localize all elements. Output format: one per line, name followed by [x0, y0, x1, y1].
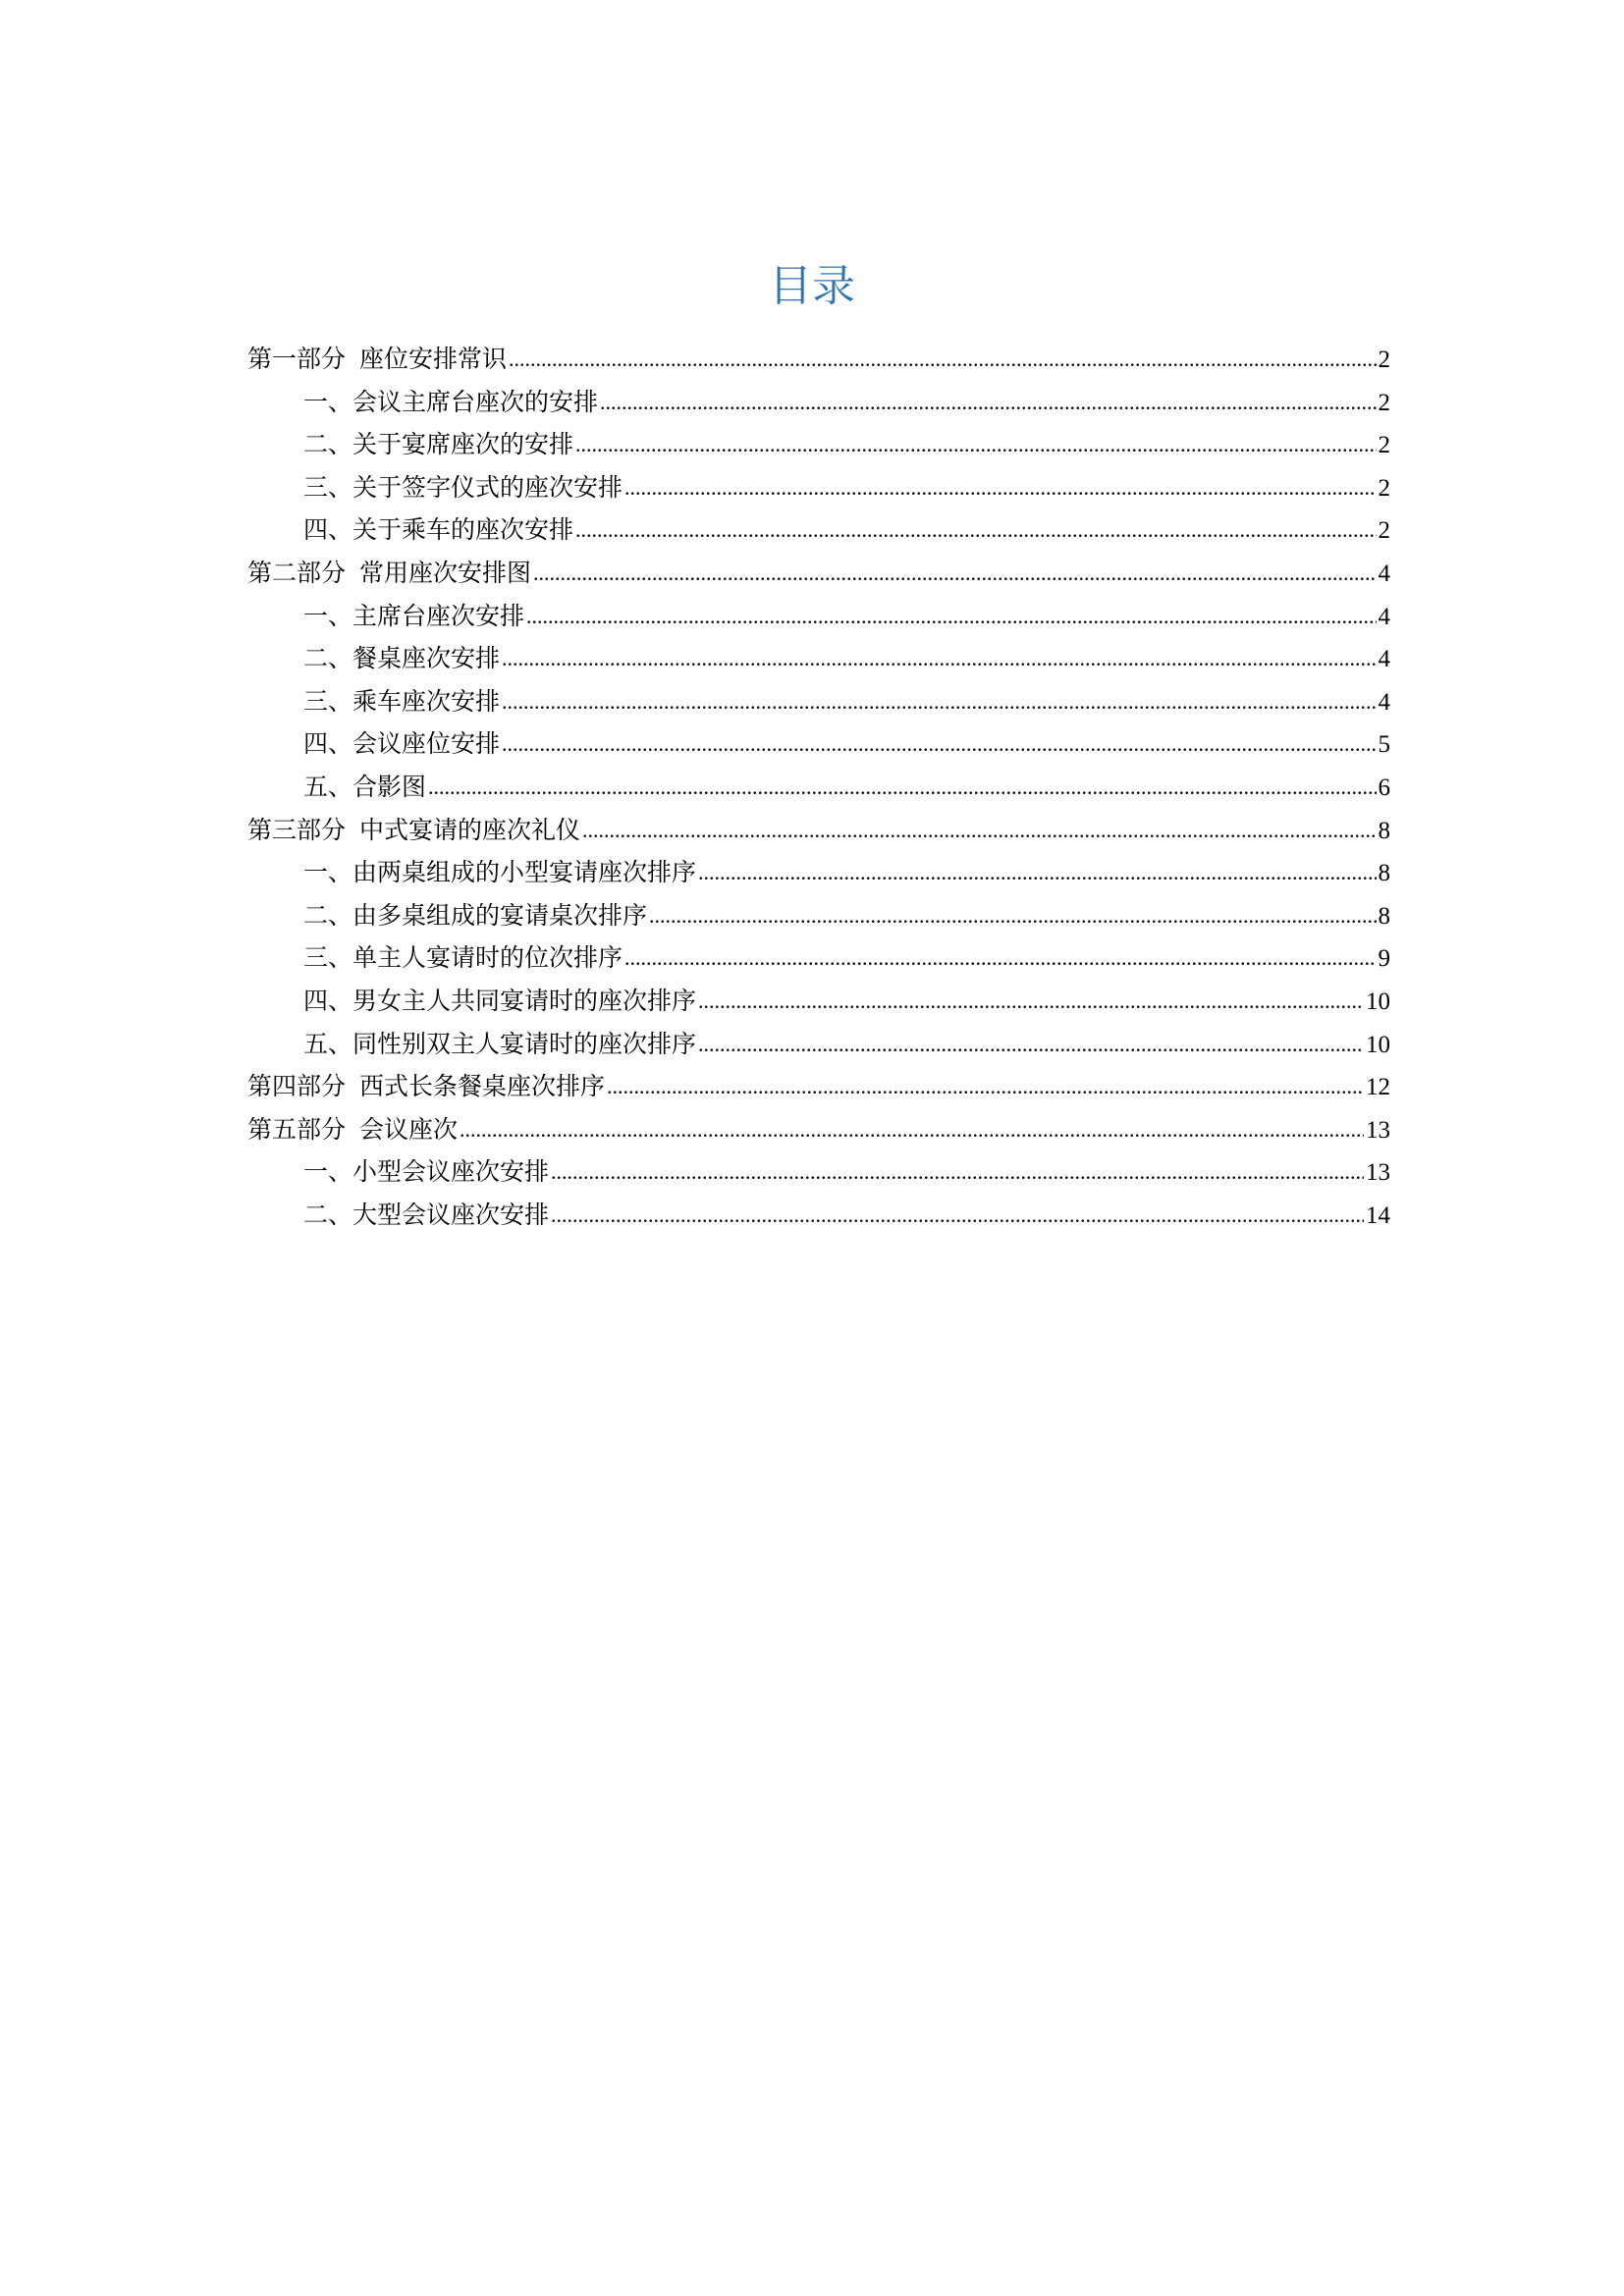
- toc-entry-text: 三、单主人宴请时的位次排序: [303, 943, 623, 973]
- toc-page-number: 6: [1378, 774, 1390, 801]
- toc-entry-label: [247, 552, 531, 595]
- toc-leader-dots: [575, 423, 1376, 466]
- toc-entry[interactable]: [247, 595, 1390, 638]
- toc-entry-label: [303, 466, 623, 509]
- toc-leader-dots: [698, 1023, 1364, 1066]
- toc-page-number: 4: [1378, 688, 1390, 716]
- toc-leader-dots: [551, 1150, 1364, 1194]
- toc-leader-dots: [698, 980, 1364, 1023]
- toc-leader-dots: [509, 338, 1376, 381]
- toc-entry-text: 五、合影图: [303, 772, 427, 801]
- toc-page-number: 8: [1378, 860, 1390, 887]
- toc-entry-text: 中式宴请的座次礼仪: [359, 815, 581, 844]
- toc-entry-text: 二、餐桌座次安排: [303, 644, 501, 673]
- toc-leader-dots: [698, 851, 1376, 894]
- toc-entry[interactable]: [247, 680, 1390, 723]
- toc-page-number: 5: [1378, 731, 1390, 759]
- toc-entry[interactable]: [247, 508, 1390, 552]
- toc-entry-label: [303, 680, 500, 723]
- toc-leader-dots: [502, 722, 1376, 766]
- toc-page-number: 4: [1378, 603, 1390, 630]
- toc-entry-text: 一、小型会议座次安排: [303, 1157, 550, 1187]
- toc-entry-text: 座位安排常识: [359, 345, 508, 373]
- toc-entry-label: [303, 381, 598, 424]
- toc-entry-label: [303, 894, 647, 937]
- toc-page-number: 10: [1366, 1031, 1390, 1058]
- toc-entry[interactable]: [247, 1023, 1390, 1066]
- toc-page-number: 8: [1378, 902, 1390, 930]
- toc-part-number: 第五部分: [247, 1114, 347, 1144]
- toc-entry[interactable]: [247, 980, 1390, 1023]
- toc-entry-label: [247, 809, 580, 852]
- toc-entry-text: 二、大型会议座次安排: [303, 1200, 550, 1229]
- toc-entry[interactable]: [247, 1108, 1390, 1151]
- toc-leader-dots: [624, 466, 1376, 509]
- toc-leader-dots: [649, 894, 1376, 937]
- page-title: 目录: [769, 261, 855, 311]
- toc-part-number: 第二部分: [247, 558, 347, 587]
- toc-entry[interactable]: [247, 809, 1390, 852]
- toc-entry[interactable]: [247, 722, 1390, 766]
- toc-entry-text: 五、同性别双主人宴请时的座次排序: [303, 1029, 697, 1058]
- toc-entry[interactable]: [247, 1150, 1390, 1194]
- toc-page-number: 2: [1378, 517, 1390, 545]
- toc-page-number: 4: [1378, 560, 1390, 587]
- toc-page-number: 2: [1378, 389, 1390, 416]
- toc-leader-dots: [551, 1194, 1364, 1237]
- toc-entry-label: [247, 1065, 605, 1108]
- toc-page-number: 2: [1378, 347, 1390, 373]
- toc-entry-label: [303, 851, 696, 894]
- toc-entry-label: [303, 423, 573, 466]
- toc-entry-label: [303, 722, 500, 766]
- toc-entry[interactable]: [247, 466, 1390, 509]
- toc-entry-text: 会议座次: [359, 1114, 459, 1144]
- toc-entry-label: [247, 1108, 458, 1151]
- toc-leader-dots: [575, 508, 1376, 552]
- toc-page-number: 14: [1366, 1201, 1390, 1229]
- toc-part-number: 第一部分: [247, 345, 347, 373]
- toc-entry[interactable]: [247, 637, 1390, 680]
- toc-leader-dots: [582, 809, 1376, 852]
- toc-leader-dots: [502, 680, 1376, 723]
- toc-entry[interactable]: [247, 766, 1390, 809]
- toc-page-number: 8: [1378, 817, 1390, 844]
- toc-entry-label: [303, 637, 500, 680]
- toc-leader-dots: [526, 595, 1376, 638]
- toc-part-number: 第三部分: [247, 815, 347, 844]
- toc-leader-dots: [502, 637, 1376, 680]
- toc-entry-text: 四、男女主人共同宴请时的座次排序: [303, 986, 697, 1015]
- toc-leader-dots: [460, 1108, 1364, 1151]
- toc-entry-label: [303, 1023, 696, 1066]
- toc-page-number: 13: [1366, 1116, 1390, 1144]
- toc-entry-label: [303, 1194, 549, 1237]
- toc-entry-label: [303, 766, 426, 809]
- toc-entry-text: 二、关于宴席座次的安排: [303, 430, 574, 459]
- toc-entry-text: 二、由多桌组成的宴请桌次排序: [303, 900, 648, 930]
- toc-entry[interactable]: [247, 423, 1390, 466]
- toc-entry-text: 一、会议主席台座次的安排: [303, 387, 599, 416]
- toc-entry[interactable]: [247, 851, 1390, 894]
- toc-entry-label: [247, 338, 507, 381]
- toc-entry-label: [303, 508, 573, 552]
- toc-entry-text: 三、乘车座次安排: [303, 686, 501, 716]
- toc-entry[interactable]: [247, 1065, 1390, 1108]
- toc-entry[interactable]: [247, 894, 1390, 937]
- toc-entry-text: 一、由两桌组成的小型宴请座次排序: [303, 858, 697, 887]
- toc-entry[interactable]: [247, 1194, 1390, 1237]
- toc-page-number: 13: [1366, 1159, 1390, 1187]
- toc-entry-text: 一、主席台座次安排: [303, 601, 525, 630]
- toc-part-number: 第四部分: [247, 1072, 347, 1101]
- toc-leader-dots: [600, 381, 1376, 424]
- toc-entry-label: [303, 980, 696, 1023]
- toc-entry-label: [303, 595, 524, 638]
- toc-entry[interactable]: [247, 936, 1390, 980]
- toc-page-number: 4: [1378, 646, 1390, 673]
- toc-page-number: 2: [1378, 474, 1390, 502]
- toc-page-number: 2: [1378, 432, 1390, 459]
- toc-entry[interactable]: [247, 338, 1390, 381]
- toc-entry[interactable]: [247, 381, 1390, 424]
- toc-entry-text: 四、会议座位安排: [303, 729, 501, 759]
- toc-leader-dots: [533, 552, 1376, 595]
- table-of-contents: [247, 338, 1390, 1236]
- toc-entry-text: 三、关于签字仪式的座次安排: [303, 472, 623, 502]
- toc-page-number: 12: [1366, 1074, 1390, 1101]
- toc-page-number: 9: [1378, 945, 1390, 973]
- toc-entry-text: 常用座次安排图: [359, 558, 532, 587]
- toc-entry[interactable]: [247, 552, 1390, 595]
- toc-entry-text: 四、关于乘车的座次安排: [303, 515, 574, 545]
- toc-leader-dots: [428, 766, 1376, 809]
- toc-entry-text: 西式长条餐桌座次排序: [359, 1072, 606, 1101]
- toc-leader-dots: [607, 1065, 1364, 1108]
- toc-entry-label: [303, 936, 623, 980]
- toc-leader-dots: [624, 936, 1376, 980]
- toc-entry-label: [303, 1150, 549, 1194]
- toc-page-number: 10: [1366, 988, 1390, 1015]
